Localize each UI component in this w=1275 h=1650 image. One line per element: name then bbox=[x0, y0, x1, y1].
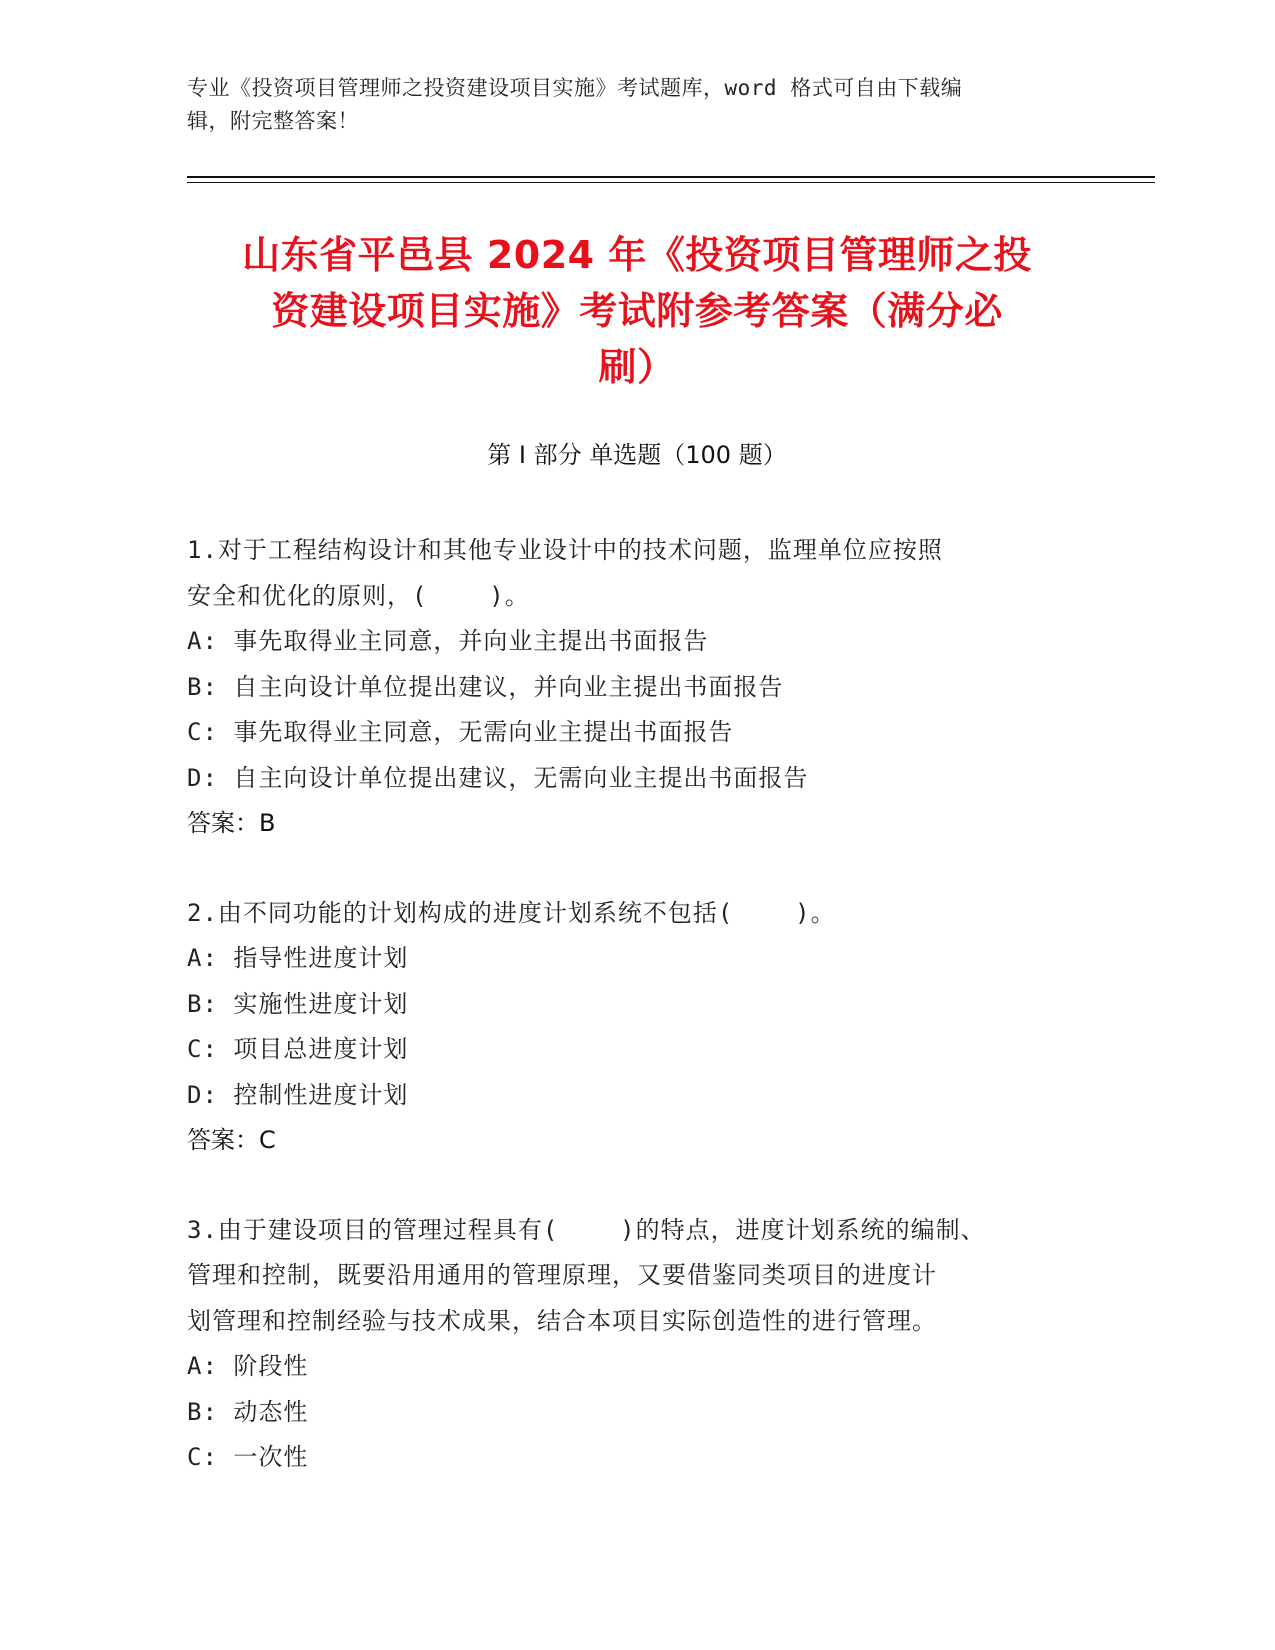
option-b: B: 实施性进度计划 bbox=[187, 989, 409, 1018]
title-line: 山东省平邑县 2024 年《投资项目管理师之投 bbox=[242, 233, 1032, 277]
answer-label: 答案：B bbox=[187, 809, 276, 837]
header-note bbox=[187, 72, 1067, 138]
option-d: D: 自主向设计单位提出建议，无需向业主提出书面报告 bbox=[187, 763, 809, 792]
option-b: B: 自主向设计单位提出建议，并向业主提出书面报告 bbox=[187, 672, 784, 701]
option-a: A: 事先取得业主同意，并向业主提出书面报告 bbox=[187, 627, 709, 655]
header-divider-thick bbox=[187, 176, 1155, 178]
question-item bbox=[187, 528, 1067, 847]
question-stem-line: 划管理和控制经验与技术成果，结合本项目实际创造性的进行管理。 bbox=[187, 1306, 937, 1335]
question-stem-line: 1.对于工程结构设计和其他专业设计中的技术问题，监理单位应按照 bbox=[187, 536, 943, 564]
question-stem-line: 安全和优化的原则，( )。 bbox=[187, 581, 530, 610]
document-title bbox=[187, 227, 1087, 395]
question-stem-line: 3.由于建设项目的管理过程具有( )的特点，进度计划系统的编制、 bbox=[187, 1215, 986, 1244]
question-item bbox=[187, 1208, 1067, 1481]
question-stem-line: 管理和控制，既要沿用通用的管理原理，又要借鉴同类项目的进度计 bbox=[187, 1261, 937, 1289]
option-c: C: 事先取得业主同意，无需向业主提出书面报告 bbox=[187, 718, 734, 746]
question-stem-line: 2.由不同功能的计划构成的进度计划系统不包括( )。 bbox=[187, 898, 836, 927]
option-c: C: 项目总进度计划 bbox=[187, 1035, 409, 1063]
option-a: A: 指导性进度计划 bbox=[187, 944, 409, 972]
header-divider-thin bbox=[187, 182, 1155, 183]
option-d: D: 控制性进度计划 bbox=[187, 1080, 409, 1109]
question-item bbox=[187, 891, 1067, 1164]
section-heading: 第 I 部分 单选题（100 题） bbox=[487, 441, 787, 469]
option-c: C: 一次性 bbox=[187, 1443, 309, 1471]
question-list bbox=[187, 528, 1067, 1525]
header-note-line: 辑，附完整答案！ bbox=[187, 109, 359, 133]
option-b: B: 动态性 bbox=[187, 1397, 309, 1426]
title-line: 资建设项目实施》考试附参考答案（满分必 bbox=[271, 289, 1003, 333]
title-line: 刷） bbox=[598, 345, 676, 389]
option-a: A: 阶段性 bbox=[187, 1352, 309, 1380]
answer-label: 答案：C bbox=[187, 1126, 276, 1154]
header-note-line: 专业《投资项目管理师之投资建设项目实施》考试题库，word 格式可自由下载编 bbox=[187, 76, 963, 100]
